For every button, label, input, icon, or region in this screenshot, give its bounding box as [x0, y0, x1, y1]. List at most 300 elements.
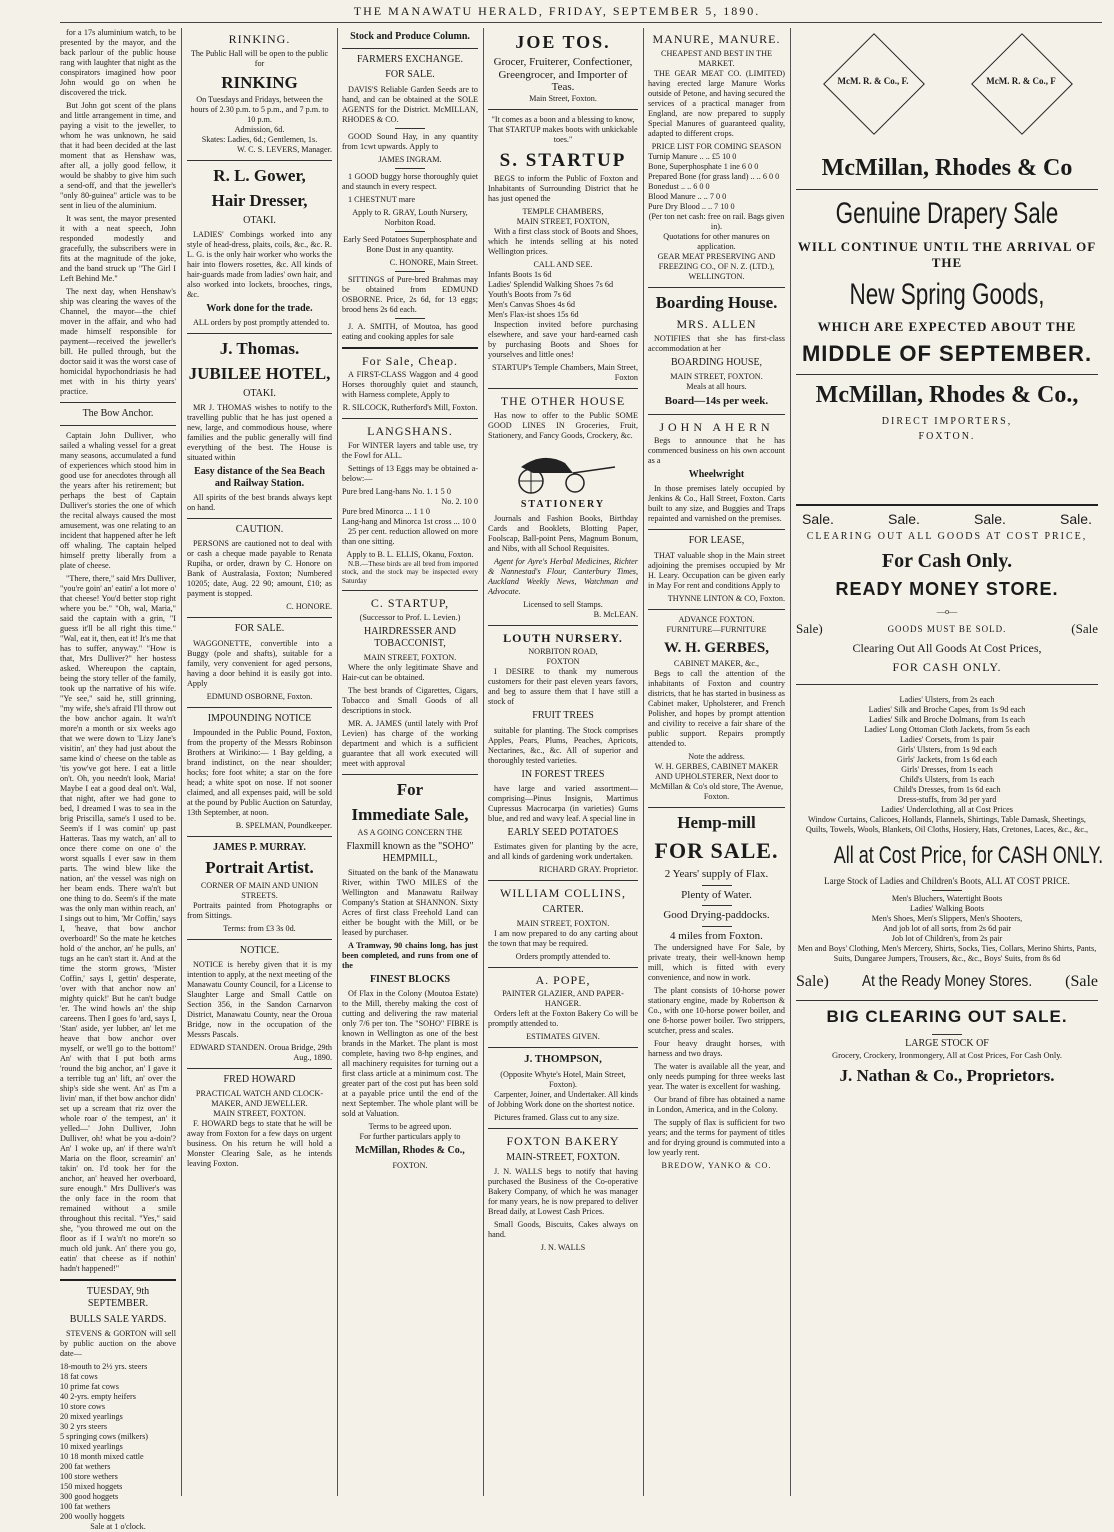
ad-body: J. A. SMITH, of Moutoa, has good eating and cooking apples for sale: [342, 321, 478, 341]
ad-body: Journals and Fashion Books, Birthday Cards and Booklets, Blotting Paper, Foolscap, Ball-point Pens, Magnum Bonum, and Nibs, with all School Requisites.: [488, 513, 638, 553]
ad-apply: For further particulars apply to: [359, 1132, 461, 1142]
divider: [395, 128, 425, 129]
sale-intro: STEVENS & GORTON will sell by public auction on the above date—: [60, 1328, 176, 1358]
column-title: Stock and Produce Column.: [350, 31, 470, 42]
ad-headline: Hemp-mill: [677, 812, 756, 832]
divider: [702, 905, 732, 906]
ad-note: Quotations for other manures on application.: [663, 231, 770, 251]
divider: [342, 418, 478, 419]
ad-feature: Plenty of Water.: [681, 888, 752, 901]
sale-headline: Genuine Drapery Sale: [835, 197, 1059, 231]
ad-headline: Portrait Artist.: [205, 857, 314, 877]
ad-title: CAUTION.: [235, 524, 284, 536]
list-item: Girls' Jackets, from 1s 6d each: [896, 755, 998, 765]
ad-title: RINKING.: [228, 32, 291, 46]
ad-title: THE OTHER HOUSE: [500, 394, 626, 409]
divider: [796, 684, 1098, 685]
price-list: [488, 270, 638, 320]
list-item: Job lot of Children's, from 2s pair: [891, 934, 1003, 944]
ad-body: Situated on the bank of the Manawatu River, within TWO MILES of the Wellington and Manawatu Railway Company's Station at SHANNON. Sixty Acres of first class Freehold Land can either be bought with the Mill, or be leased by purchaser.: [342, 868, 478, 938]
ad-subtitle: (Successor to Prof. L. Levien.): [359, 613, 461, 623]
column-3: [342, 28, 478, 1496]
list-item: Ladies' Silk and Broche Dolmans, from 1s each: [868, 715, 1026, 725]
ad-body: Impounded in the Public Pound, Foxton, from the property of the Messrs Robinson Brothers at Wirikino:— 1 Bay gelding, a brand indistinct, on the near shoulder; hocks; fore foot white; a star on the fore head; a white spot on nose. If not sooner claimed, and all expenses paid, will be sold at the pound by Public Auction on Saturday, 13th September, at noon.: [187, 727, 332, 817]
ad-body: Pictures framed. Glass cut to any size.: [494, 1112, 620, 1122]
ad-signature: C. HONORE, Main Street.: [389, 257, 478, 267]
ad-feature: 4 miles from Foxton.: [670, 929, 763, 942]
list-item: Ladies' Silk and Broche Capes, from 1s 9d each: [868, 705, 1026, 715]
price-list: [648, 152, 785, 212]
firm-place: FOXTON.: [918, 431, 976, 443]
sale-bracket: Sale): [796, 973, 829, 991]
ad-body: Settings of 13 Eggs may be obtained a-below:—: [342, 463, 478, 483]
column-6-drapery-sale: [796, 28, 1104, 1496]
sale-bracket: Sale): [796, 621, 823, 637]
sale-headline: READY MONEY STORE.: [835, 579, 1059, 600]
divider: [796, 1000, 1098, 1001]
logo-row: [796, 28, 1098, 148]
ad-trade: CABINET MAKER, &c.,: [673, 658, 760, 668]
ad-body: Agent for Ayre's Herbal Medicines, Richter & Nannestad's Flour, Canterbury Times, Auckland Weekly News, Watchman and Advocate.: [488, 556, 638, 596]
divider: [395, 271, 425, 272]
ad-title: For Sale, Cheap.: [362, 353, 458, 368]
sale-subline: Large Stock of Ladies and Children's Boots, ALL AT COST PRICE.: [824, 876, 1070, 887]
ad-title: C. STARTUP,: [370, 596, 450, 611]
list-item: Pure bred Minorca ... 1 1 0: [342, 506, 430, 516]
ad-body: NOTIFIES that she has first-class accommodation at her: [648, 333, 785, 353]
firm-subtitle: DIRECT IMPORTERS,: [881, 416, 1013, 428]
list-item: 5 springing cows (milkers): [60, 1431, 149, 1441]
divider: [187, 707, 332, 708]
ad-body: Where the only legitimate Shave and Hair-cut can be obtained.: [342, 663, 478, 683]
masthead-rule: [60, 22, 1102, 23]
ad-body: LADIES' Combings worked into any style of head-dress, plaits, coils, &c., &c. R. L. G. is the only hair worker who works the hair into flowers rosettes, &c. All kinds of hair-guards made from ladies' own hair, and also worked into lockets, brooches, rings, &c.: [187, 230, 332, 300]
ad-feature: Good Drying-paddocks.: [663, 909, 770, 922]
ad-title: STATIONERY: [520, 498, 606, 510]
list-item: And job lot of all sorts, from 2s 6d pair: [882, 924, 1012, 934]
list-item: Turnip Manure .. .. £5 10 0: [648, 151, 737, 161]
divider: [395, 318, 425, 319]
divider: [648, 529, 785, 530]
ad-subtitle: The Public Hall will be open to the public for: [190, 48, 329, 68]
ad-body: Our brand of fibre has obtained a name in London, America, and in the Colony.: [648, 1095, 785, 1115]
ad-signature: STARTUP's Temple Chambers, Main Street, Foxton: [491, 363, 638, 383]
firm-name: McMillan, Rhodes & Co.,: [815, 381, 1079, 408]
ad-body: The undersigned have For Sale, by private treaty, their well-known hemp mill, which is fitted with every convenience, and now in work.: [648, 943, 785, 983]
divider: [342, 590, 478, 591]
column-1: [60, 28, 176, 1531]
ad-headline: JOE TOS.: [515, 32, 611, 52]
list-item: Men and Boys' Clothing, Men's Mercery, Shirts, Socks, Ties, Collars, Merino Shirts, Pants, Suits, Dungaree Jumpers, Trousers, &c., &c., Boys' Suits, from 8s 6d: [797, 944, 1097, 964]
ad-signature: EDMUND OSBORNE, Foxton.: [206, 691, 313, 701]
ad-title: WILLIAM COLLINS,: [500, 886, 626, 901]
divider: [187, 617, 332, 618]
divider: [648, 807, 785, 808]
list-item: Ladies' Walking Boots: [910, 904, 984, 914]
ad-note: Orders promptly attended to.: [515, 951, 611, 961]
ad-title: JAMES P. MURRAY.: [213, 841, 306, 853]
ad-address: MAIN STREET, FOXTON.: [363, 653, 457, 663]
list-item: 10 store cows: [60, 1401, 106, 1411]
ad-title: MRS. ALLEN: [676, 317, 757, 332]
sold-row: [796, 621, 1098, 637]
ad-body: Small Goods, Biscuits, Cakes always on hand.: [488, 1219, 638, 1239]
ad-headline: Immediate Sale,: [351, 805, 469, 825]
ad-title: IMPOUNDING NOTICE: [207, 712, 312, 724]
ad-body: The best brands of Cigarettes, Cigars, Tobacco and Small Goods of all descriptions in stock.: [342, 686, 478, 716]
list-item: 200 fat wethers: [60, 1461, 111, 1471]
ad-address: MAIN STREET, FOXTON.: [516, 918, 610, 928]
list-item: 100 fat wethers: [60, 1501, 111, 1511]
ad-body: THE GEAR MEAT CO. (LIMITED) having erected large Manure Works outside of Petone, and having secured the services of a practical manager from England, are now prepared to supply Special Manures of guaranteed quality, adapted to different crops.: [648, 68, 785, 138]
list-item: Men's Flax-ist shoes 15s 6d: [488, 310, 579, 320]
sale-word: Sale.: [888, 510, 920, 527]
story-paragraph: "There, there," said Mrs Dulliver, "you're goin' an' eatin' a lot more o' that cheese! You'd better stop right where you be." "Oh, wal, Maria," said the captain with a grin, "I guess it'll be all right this time." "Wal, eat it, then, eat it! It's me that has to suffer, anyway." "How is that, Mrs Dulliver?" her hostess asked. Whereupon the captain, being the story teller of the family, took up the narrative of his wife. "Ye see," said he, still grinning, "my wife, she's afraid I'll throw out the bow anchor again. It wa'n't more'n a month or six weeks ago that we were down to 'Lizy Jane's visitin', an' they had just about the same kind o' cheese on the table as 'tis yow've got here. I eat a little on't. Oh, you needn't look, Maria! Maybe I eat a good deal on't. Wal, that night, after we had gone to bed, I dreamed I was to sea in the brig Priscilla, same's I used to be. Seem's if I was comin' up past Hatteras. Taas my watch, an' all to once there come on one o' the worst squalls I ever saw in them parts. The wind blew like the nation, an' the vessel was nigh on her beam ends. There wa'n't but one thing to do. Seem's if the mate was the only man within reach, an' I sings out to him, 'Mr Coffin,' says I, 'heave, that bow anchor overboard!' So the mate he ketches hold o' the anchor, an' he pulls, an' tugs an he can't start it. And at the time the storm grows, 'Mister Coffin,' says I, gettin' desperate, 'over with that anchor now an' mighty quick!' But he can't budge 'er. The wind howls an' the ship careens. Then I goes fo 'ard, says I, 'Stan' aside, yer lubber, an' let me heave that bow anchor over myself, or we'll go to the bottom!' An' with that I put both arms 'round the big anchor, an' I gave it a terrible tug an' lift, an' over the ship's side she went. An' as I'm a livin' man, if thet bow anchor didn' set up a scream that riz over the whole roar o' the tempest, an' it yelled—' John Dulliver, John Dulliver, oh! what be you a-doin'? An' I woke up, an' if there wa'n't Maria on the floor, screamin' an' takin' on. I'd took her for the anchor, an' heaved her overboard, sure enough." Mrs Dulliver's was the only face in the room that remained without a smile throughout this recital. "Yes," said she, "you throwed me out on the floor as if I wa'n't no more'n so much old junk. An' there you go, eatin' that cheese as if nothin' hadn't happened!": [60, 574, 176, 1274]
ad-price-head: PRICE LIST FOR COMING SEASON: [651, 141, 782, 151]
ad-headline: For: [396, 780, 424, 800]
divider: [796, 504, 1098, 506]
ad-signature: McMillan, Rhodes & Co.,: [355, 1145, 465, 1157]
list-item: 300 good hoggets: [60, 1491, 119, 1501]
divider: [187, 836, 332, 837]
list-item: 100 store wethers: [60, 1471, 118, 1481]
ad-note: Note the address.: [688, 751, 745, 761]
ad-body: With a first class stock of Boots and Shoes, which he intends selling at his noted Wellington prices.: [488, 227, 638, 257]
sale-subline: GOODS MUST BE SOLD.: [887, 623, 1007, 634]
ad-body: Four heavy draught horses, with harness and two drays.: [648, 1039, 785, 1059]
list-item: Window Curtains, Calicoes, Hollands, Flannels, Shirtings, Table Damask, Sheetings, Quilts, Towels, Wools, Blankets, Oil Cloths, Hosiery, Hats, Cretones, Laces, &c., &c.,: [805, 815, 1089, 835]
ad-body: A Tramway, 90 chains long, has just been completed, and runs from one of the: [342, 941, 478, 971]
ad-title: FARMERS EXCHANGE.: [357, 54, 463, 66]
ad-signature: B. McLEAN.: [593, 609, 638, 619]
ad-body: All spirits of the best brands always kept on hand.: [187, 493, 332, 513]
divider: [342, 48, 478, 49]
list-item: 18 fat cows: [60, 1371, 98, 1381]
divider: [187, 518, 332, 519]
column-rule: [181, 28, 182, 1496]
ad-address: MAIN-STREET, FOXTON.: [506, 1151, 620, 1163]
ad-signature: EDWARD STANDEN. Oroua Bridge, 29th Aug., 1890.: [189, 1042, 332, 1062]
ad-signature: C. HONORE.: [286, 602, 332, 612]
ad-trade: Grocer, Fruiterer, Confectioner, Greengrocer, and Importer of Teas.: [493, 55, 633, 94]
ad-bold: FRUIT TREES: [532, 710, 594, 722]
logo-label: McM. R. & Co., F: [986, 76, 1056, 86]
list-item: Men's Shoes, Men's Slippers, Men's Shooters,: [871, 914, 1023, 924]
ad-body: PERSONS are cautioned not to deal with or cash a cheque made payable to Renata Rupiha, or order, drawn by C. Honore on Bank of Australasia, Foxton; Numbered 10205; date, Aug. 22 90; amount, £10; as payment is stopped.: [187, 539, 332, 599]
ad-body: 1 CHESTNUT mare: [348, 194, 416, 204]
ad-signature: Apply to B. L. ELLIS, Okanu, Foxton.: [346, 549, 474, 559]
ad-body: J. N. WALLS begs to notify that having purchased the Business of the Co-operative Bakery Company, of which he was manager for many years, he is now prepared to deliver Bread daily, at Lowest Cash Prices.: [488, 1166, 638, 1216]
ad-body: The water is available all the year, and only needs pumping for three weeks last year. The water is excellent for washing.: [648, 1062, 785, 1092]
sale-subline: Grocery, Crockery, Ironmongery, All at Cost Prices, For Cash Only.: [831, 1049, 1063, 1060]
list-item: 10 mixed yearlings: [60, 1441, 123, 1451]
sale-subline: WILL CONTINUE UNTIL THE ARRIVAL OF THE: [797, 238, 1097, 270]
list-item: Blood Manure .. .. 7 0 0: [648, 191, 727, 201]
ad-body: A FIRST-CLASS Waggon and 4 good Horses thoroughly quiet and staunch, with Harness complete, Apply to: [342, 370, 478, 400]
sale-subline: WHICH ARE EXPECTED ABOUT THE: [817, 319, 1077, 335]
list-item: Infants Boots 1s 6d: [488, 270, 552, 280]
ad-title: A. POPE,: [535, 972, 591, 987]
ad-subtitle: BOARDING HOUSE,: [670, 356, 763, 368]
column-rule: [643, 28, 644, 1496]
ad-address: MAIN STREET, FOXTON.: [670, 372, 763, 382]
list-item: Ladies' Splendid Walking Shoes 7s 6d: [488, 280, 614, 290]
ad-trade: PAINTER GLAZIER, AND PAPER-HANGER.: [502, 989, 624, 1009]
ad-address: Main Street, Foxton.: [529, 93, 597, 103]
divider: [60, 425, 176, 426]
ad-body: In those premises lately occupied by Jenkins & Co., Hall Street, Foxton. Carts built to any size, and Buggies and Traps repainted and varnished on the premises.: [648, 484, 785, 524]
ad-body: MR J. THOMAS wishes to notify to the travelling public that he has just opened a new, large, and commodious house, where families and the public generally will find everything of the best. The House is situated within: [187, 402, 332, 462]
ad-bold: Work done for the trade.: [206, 303, 313, 315]
ad-signature: W. C. S. LEVERS, Manager.: [237, 145, 332, 155]
list-item: Girls' Dresses, from 1s each: [901, 765, 993, 775]
ad-body: have large and varied assortment—comprising—Pinus Insignis, Martimus Cupressus Macrocarpa (in varieties) Gums blue, and red and wavy leaf. A special line in: [488, 783, 638, 823]
ad-body: Orders left at the Foxton Bakery Co will be promptly attended to.: [488, 1009, 638, 1029]
list-item: Pure Dry Blood .. .. 7 10 0: [648, 201, 735, 211]
divider: [187, 1068, 332, 1069]
ad-bold: EARLY SEED POTATOES: [507, 826, 619, 838]
sale-word: Sale.: [802, 510, 834, 527]
ad-headline: R. L. Gower,: [213, 166, 306, 186]
ad-subtitle: CHEAPEST AND BEST IN THE MARKET.: [661, 48, 772, 68]
price-list: [342, 487, 478, 527]
ad-body: Of Flax in the Colony (Moutoa Estate) to the Mill, thereby making the cost of cutting and delivering the raw material only 7/6 per ton. The "SOHO" FIBRE is known in Wellington as one of the best brands in the Market. The plant is most complete, having two 8-hp engines, and all machinery requisites for turning out a first class article at a minimum cost. The greater part of the cost put has been sold at a payable price until the end of the next September. The whole plant will be sold at Valuation.: [342, 989, 478, 1119]
ad-address: CORNER OF MAIN AND UNION STREETS.: [200, 880, 319, 900]
column-rule: [483, 28, 484, 1496]
column-4: [488, 28, 638, 1496]
ad-title: FOR SALE.: [234, 623, 285, 635]
divider: [796, 189, 1098, 190]
ad-body: DAVIS'S Reliable Garden Seeds are to hand, and can be obtained at the SOLE AGENTS for the District. McMILLAN, RHODES & CO.: [342, 84, 478, 124]
ad-call: CALL AND SEE.: [533, 260, 593, 270]
ready-row: [796, 972, 1098, 992]
ad-body: The plant consists of 10-horse power stationary engine, made by Robertson & Co., with one 10-horse power boiler, and one 8-horse power boiler. Two strippers, scutcher, press and scales.: [648, 986, 785, 1036]
list-item: Pure bred Lang-hans No. 1. 1 5 0: [342, 486, 451, 496]
logo-label: McM. R. & Co., F.: [837, 76, 909, 86]
sale-word: Sale.: [974, 510, 1006, 527]
ad-subtitle: TEMPLE CHAMBERS,: [522, 207, 604, 217]
ad-body: Carpenter, Joiner, and Undertaker. All kinds of Jobbing Work done on the shortest notice.: [488, 1089, 638, 1109]
divider: [702, 885, 732, 886]
divider: [187, 939, 332, 940]
ad-title: LANGSHANS.: [367, 424, 453, 439]
ad-body: Estimates given for planting by the acre, and all kinds of gardening work undertaken.: [488, 842, 638, 862]
masthead: THE MANAWATU HERALD, FRIDAY, SEPTEMBER 5, 1890.: [353, 4, 761, 18]
sale-subline: FOR CASH ONLY.: [892, 659, 1002, 674]
ad-body: F. HOWARD begs to state that he will be away from Foxton for a few days on urgent business. On his return he will hold a Monster Clearing Sale, as he intends leaving Foxton.: [187, 1119, 332, 1169]
ad-title: JOHN AHERN: [659, 419, 774, 434]
story-paragraph: But John got scent of the plans and little arrangement in time, and paying a visit to the jeweller, to whom he was unknown, he said that it had been decided at the last moment that as Henshaw was, after all, a jolly good fellow, it would be shabby to give him such a send-off, and that the jeweller's "only 80-guinea" article was to be sent in lieu of the aluminium.: [60, 101, 176, 210]
divider: [395, 168, 425, 169]
sale-subline: CLEARING OUT ALL GOODS AT COST PRICE,: [806, 530, 1088, 542]
divider: [187, 333, 332, 334]
ad-place: FOXTON.: [392, 1160, 428, 1170]
list-item: Child's Ulsters, from 1s each: [899, 775, 995, 785]
sale-date: TUESDAY, 9th SEPTEMBER.: [86, 1286, 150, 1310]
mens-goods-list: [796, 894, 1098, 964]
divider: [187, 160, 332, 161]
divider: [648, 287, 785, 288]
list-item: Dress-stuffs, from 3d per yard: [897, 795, 997, 805]
ad-body: Skates: Ladies, 6d.; Gentlemen, 1s.: [201, 135, 318, 145]
ad-signature: J. N. WALLS: [540, 1242, 586, 1252]
ad-subtitle: ADVANCE FOXTON.: [678, 614, 755, 624]
divider: [488, 109, 638, 110]
list-item: Ladies' Corsets, from 1s pair: [899, 735, 995, 745]
ad-signature: JAMES INGRAM.: [378, 154, 442, 164]
story-paragraph: It was sent, the mayor presented it with a neat speech, John responded modestly and gracefully, the subscribers were in fits at the magnitude of the joke, and the band struck up "The Girl I Left Behind Me.": [60, 214, 176, 283]
sale-title: BULLS SALE YARDS.: [69, 1313, 167, 1325]
ad-body: GOOD Sound Hay, in any quantity from 1cwt upwards. Apply to: [342, 131, 478, 151]
list-item: 10 prime fat cows: [60, 1381, 119, 1391]
divider: [488, 880, 638, 881]
ad-quote: "It comes as a boon and a blessing to know, That STARTUP makes boots with unkickable toes.": [488, 114, 638, 144]
ad-address: (Opposite Whyte's Hotel, Main Street, Foxton).: [500, 1069, 626, 1089]
list-item: 10 18 month mixed cattle: [60, 1451, 144, 1461]
sale-bracket: (Sale: [1065, 973, 1098, 991]
ad-mill: Flaxmill known as the "SOHO" HEMPMILL,: [346, 840, 474, 865]
list-item: Girls' Ulsters, from 1s 9d each: [897, 745, 997, 755]
list-item: Men's Bluchers, Watertight Boots: [891, 894, 1003, 904]
divider: [932, 1034, 962, 1035]
ad-body: 25 per cent. reduction allowed on more than one sitting.: [342, 526, 478, 546]
list-item: 20 mixed yearlings: [60, 1411, 123, 1421]
ad-bold: FINEST BLOCKS: [369, 974, 451, 986]
ad-title: FOXTON BAKERY: [506, 1133, 620, 1148]
proprietor-name: J. Nathan & Co., Proprietors.: [839, 1066, 1055, 1086]
story-paragraph: The next day, when Henshaw's ship was clearing the waves of the Channel, the mayor—the chief mover in the affair, and who had made himself responsible for payment—received the jeweller's bill. He pulled through, but the doctor said it was the worst case of homicidal hypochondriasis he had met with in his thirty years' practice.: [60, 287, 176, 396]
ad-body: Early Seed Potatoes Superphosphate and Bone Dust in any quantity.: [343, 234, 477, 254]
ad-title: NOTICE.: [239, 944, 280, 956]
ad-body: suitable for planting. The Stock comprises Apples, Pears, Plums, Peaches, Apricots, Nectarines, &c., &c. All of superior and thoroughly tested varieties.: [488, 725, 638, 765]
ad-body: On Tuesdays and Fridays, between the hours of 2.30 p.m. to 5 p.m., and 7 p.m. to 10 p.m.: [190, 95, 329, 125]
ad-signature: GEAR MEAT PRESERVING AND FREEZING CO., OF N. Z. (LTD.), WELLINGTON.: [657, 251, 776, 281]
ad-body: SITTINGS of Pure-bred Brahmas may be obtained from EDMUND OSBORNE. Price, 2s 6d, for 13 eggs; brood hens 2s 6d each.: [342, 274, 478, 314]
ad-headline: S. STARTUP: [499, 149, 627, 171]
list-item: 30 2 yrs steers: [60, 1421, 108, 1431]
ad-body: Portraits painted from Photographs or from Sittings.: [187, 900, 332, 920]
list-item: 200 woolly hoggets: [60, 1511, 125, 1521]
ad-note: Meals at all hours.: [686, 382, 747, 392]
list-item: 40 2-yrs. empty heifers: [60, 1391, 136, 1401]
divider: [488, 1047, 638, 1048]
ad-subtitle: PRACTICAL WATCH AND CLOCK-MAKER, AND JEWELLER.: [195, 1089, 324, 1109]
ad-terms: Terms to be agreed upon.: [368, 1122, 452, 1132]
ad-terms: (Per ton net cash: free on rail. Bags given in).: [648, 211, 785, 231]
ornament: —o—: [936, 607, 958, 617]
divider: [395, 231, 425, 232]
sale-headline: All at Cost Price, for CASH ONLY.: [833, 842, 1104, 870]
ad-title: LOUTH NURSERY.: [503, 630, 623, 645]
firm-name: McMillan, Rhodes & Co: [821, 155, 1073, 181]
ad-headline: FOR SALE.: [654, 837, 779, 863]
ad-place: OTAKI.: [243, 214, 276, 226]
ad-address: NORBITON ROAD,: [528, 647, 598, 657]
list-item: Men's Canvas Shoes 4s 6d: [488, 300, 575, 310]
ad-subtitle: AS A GOING CONCERN THE: [357, 827, 463, 837]
ad-body: BEGS to inform the Public of Foxton and Inhabitants of Surrounding District that he has just opened the: [488, 174, 638, 204]
ad-title: FRED HOWARD: [223, 1073, 296, 1085]
ad-body: Begs to announce that he has commenced business on his own account as a: [648, 436, 785, 466]
list-item: No. 2. 10 0: [441, 496, 478, 506]
column-rule: [337, 28, 338, 1496]
ad-body: I am now prepared to do any carting about the town that may be required.: [488, 928, 638, 948]
ad-body: Has now to offer to the Public SOME GOOD LINES IN Groceries, Fruit, Stationery, and Fancy Goods, Crockery, &c.: [488, 410, 638, 440]
list-item: Prepared Bone (for grass land) .. .. 6 0 0: [648, 171, 780, 181]
sale-bracket: (Sale: [1071, 621, 1098, 637]
ad-body: Begs to call the attention of the inhabitants of Foxton and country districts, that he has started in business as Cabinet maker, Upholsterer, and French Polisher, and hopes by prompt attention and civility to receive a fair share of the public support. Repairs promptly attended to.: [648, 668, 785, 748]
ad-signature: B. SPELMAN, Poundkeeper.: [235, 820, 332, 830]
divider: [488, 1128, 638, 1129]
divider: [60, 1279, 176, 1281]
ad-headline: JUBILEE HOTEL,: [188, 363, 331, 383]
buggy-illustration-icon: [503, 445, 623, 495]
ad-note: Licensed to sell Stamps.: [523, 599, 603, 609]
divider: [488, 967, 638, 968]
list-item: Ladies' Long Ottoman Cloth Jackets, from 5s each: [864, 725, 1030, 735]
list-item: 18-mouth to 2½ yrs. steers: [60, 1361, 148, 1371]
sale-headline: BIG CLEARING OUT SALE.: [826, 1006, 1068, 1026]
sale-headline: For Cash Only.: [881, 549, 1013, 572]
divider: [488, 388, 638, 389]
ad-body: ALL orders by post promptly attended to.: [193, 318, 330, 328]
divider: [648, 609, 785, 610]
divider: [648, 414, 785, 415]
ad-body: MR. A. JAMES (until lately with Prof Levien) has charge of the working department and which is a sufficient guarantee that all work executed will meet with approval: [342, 719, 478, 769]
ad-body: For WINTER layers and table use, try the Fowl for ALL.: [342, 440, 478, 460]
sale-subline: LARGE STOCK OF: [905, 1037, 989, 1049]
column-2: [187, 28, 332, 1496]
ad-body: Admission, 6d.: [234, 125, 285, 135]
ad-address: MAIN STREET, FOXTON,: [516, 217, 610, 227]
ad-terms: Terms: from £3 3s 0d.: [223, 923, 296, 933]
ad-note: ESTIMATES GIVEN.: [526, 1032, 600, 1042]
story-paragraph: for a 17s aluminium watch, to be presented by the mayor, and the back parlour of the public house rang with laughter that night as the conspirators imagined how poor John would go on when he discovered the trick.: [60, 28, 176, 97]
ad-signature: THYNNE LINTON & CO, Foxton.: [667, 593, 785, 603]
ad-address: MAIN STREET, FOXTON.: [213, 1109, 306, 1119]
ad-title: MANURE, MANURE.: [652, 32, 781, 46]
divider: [342, 774, 478, 775]
ad-body: WAGGONETTE, convertible into a Buggy (pole and shafts), suitable for a family, very convenient for aged persons, having a door behind it is easily got into. Apply: [187, 638, 332, 688]
list-item: Lang-hang and Minorca 1st cross ... 10 0: [342, 516, 477, 526]
ad-signature: W. H. GERBES, CABINET MAKER AND UPHOLSTERER, Next door to McMillan & Co's old store, The Avenue, Foxton.: [649, 761, 784, 801]
divider: [796, 374, 1098, 375]
goods-list: [796, 695, 1098, 835]
list-item: Child's Dresses, from 1s 6d each: [893, 785, 1001, 795]
ad-subtitle: FURNITURE—FURNITURE: [666, 624, 767, 634]
ad-headline: W. H. GERBES,: [664, 639, 769, 656]
list-item: Ladies' Underclothing, all at Cost Prices: [881, 805, 1013, 815]
divider: [932, 890, 962, 891]
sale-subline: Clearing Out All Goods At Cost Prices,: [852, 640, 1042, 655]
ad-body: I DESIRE to thank my numerous customers for their past eleven years favors, and beg to assure them that I have still a stock of: [488, 667, 638, 707]
ad-trade: Wheelwright: [688, 469, 745, 481]
ad-trade: HAIRDRESSER AND TOBACCONIST,: [364, 626, 456, 650]
ad-bold: IN FOREST TREES: [521, 768, 605, 780]
sale-footer: Sale at 1 o'clock.: [90, 1521, 146, 1531]
ad-signature: R. SILCOCK, Rutherford's Mill, Foxton.: [342, 403, 478, 413]
ad-subtitle: FOR SALE.: [385, 69, 435, 81]
list-item: Youth's Boots from 7s 6d: [488, 290, 571, 300]
ad-body: Inspection invited before purchasing elsewhere, and save your hard-earned cash by purchasing Boots and Shoes for yourselves and little ones!: [488, 320, 638, 360]
ad-headline: Boarding House.: [655, 292, 778, 312]
ad-headline: RINKING: [221, 72, 298, 92]
ad-body: 1 GOOD buggy horse thoroughly quiet and staunch in every respect.: [342, 171, 478, 191]
divider: [342, 347, 478, 349]
ad-body: THAT valuable shop in the Main street adjoining the premises occupied by Mr H. Leary. Occupation can be given early in May For rent and conditions Apply to: [648, 550, 785, 590]
ad-headline: Hair Dresser,: [211, 191, 308, 211]
list-item: Bonedust .. .. 6 0 0: [648, 181, 710, 191]
